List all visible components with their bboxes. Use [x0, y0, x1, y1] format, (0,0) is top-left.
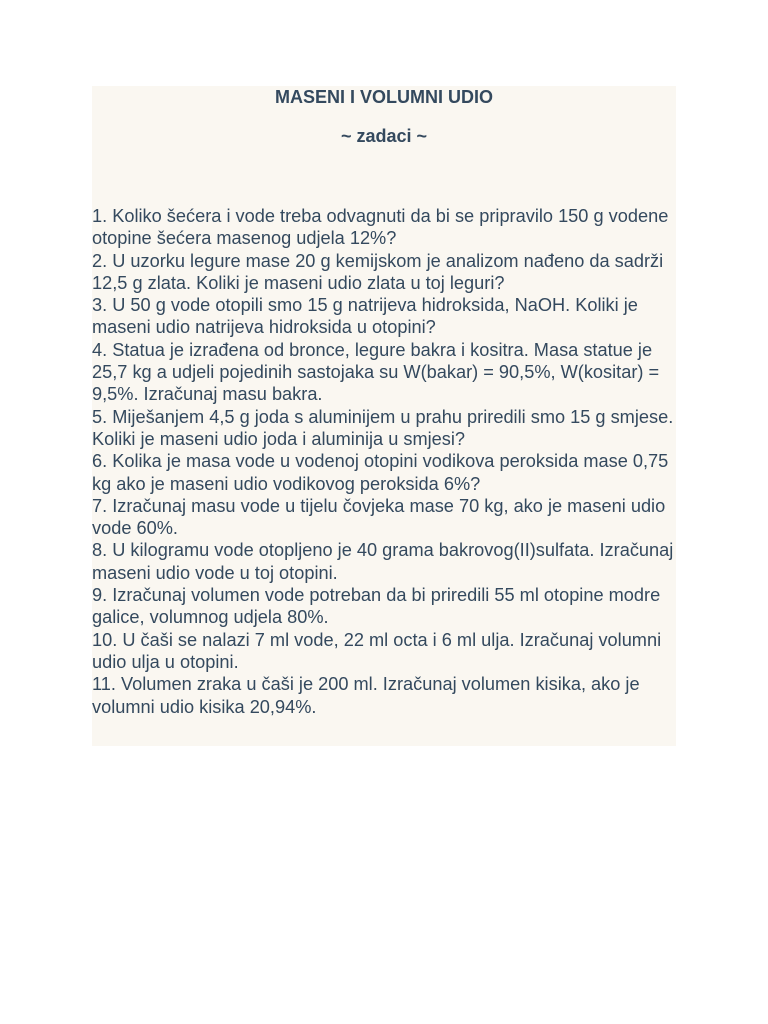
- task-item: 11. Volumen zraka u čaši je 200 ml. Izračunaj volumen kisika, ako je volumni udio kisika 20,94%.: [92, 674, 640, 717]
- task-item: 8. U kilogramu vode otopljeno je 40 grama bakrovog(II)sulfata. Izračunaj maseni udio vode u toj otopini.: [92, 540, 674, 583]
- task-item: 3. U 50 g vode otopili smo 15 g natrijeva hidroksida, NaOH. Koliki je maseni udio natrijeva hidroksida u otopini?: [92, 295, 638, 338]
- task-item: 5. Miješanjem 4,5 g joda s aluminijem u prahu priredili smo 15 g smjese. Koliki je maseni udio joda i aluminija u smjesi?: [92, 406, 674, 449]
- task-item: 1. Koliko šećera i vode treba odvagnuti da bi se pripravilo 150 g vodene otopine šećera masenog udjela 12%?: [92, 206, 669, 249]
- task-item: 2. U uzorku legure mase 20 g kemijskom je analizom nađeno da sadrži 12,5 g zlata. Koliki je maseni udio zlata u toj leguri?: [92, 250, 664, 293]
- task-list: [92, 205, 682, 718]
- task-item: 9. Izračunaj volumen vode potreban da bi priredili 55 ml otopine modre galice, volumnog udjela 80%.: [92, 585, 661, 628]
- page-subtitle: ~ zadaci ~: [340, 126, 428, 146]
- task-item: 7. Izračunaj masu vode u tijelu čovjeka mase 70 kg, ako je maseni udio vode 60%.: [92, 495, 666, 539]
- task-item: 4. Statua je izrađena od bronce, legure bakra i kositra. Masa statue je 25,7 kg a udjeli pojedinih sastojaka su W(bakar) = 90,5%, W(kositar) = 9,5%. Izračunaj masu bakra.: [92, 339, 660, 405]
- task-item: 6. Kolika je masa vode u vodenoj otopini vodikova peroksida mase 0,75 kg ako je maseni udio vodikovog peroksida 6%?: [92, 451, 669, 494]
- page-title: MASENI I VOLUMNI UDIO: [274, 87, 493, 107]
- task-item: 10. U čaši se nalazi 7 ml vode, 22 ml octa i 6 ml ulja. Izračunaj volumni udio ulja u otopini.: [92, 629, 662, 672]
